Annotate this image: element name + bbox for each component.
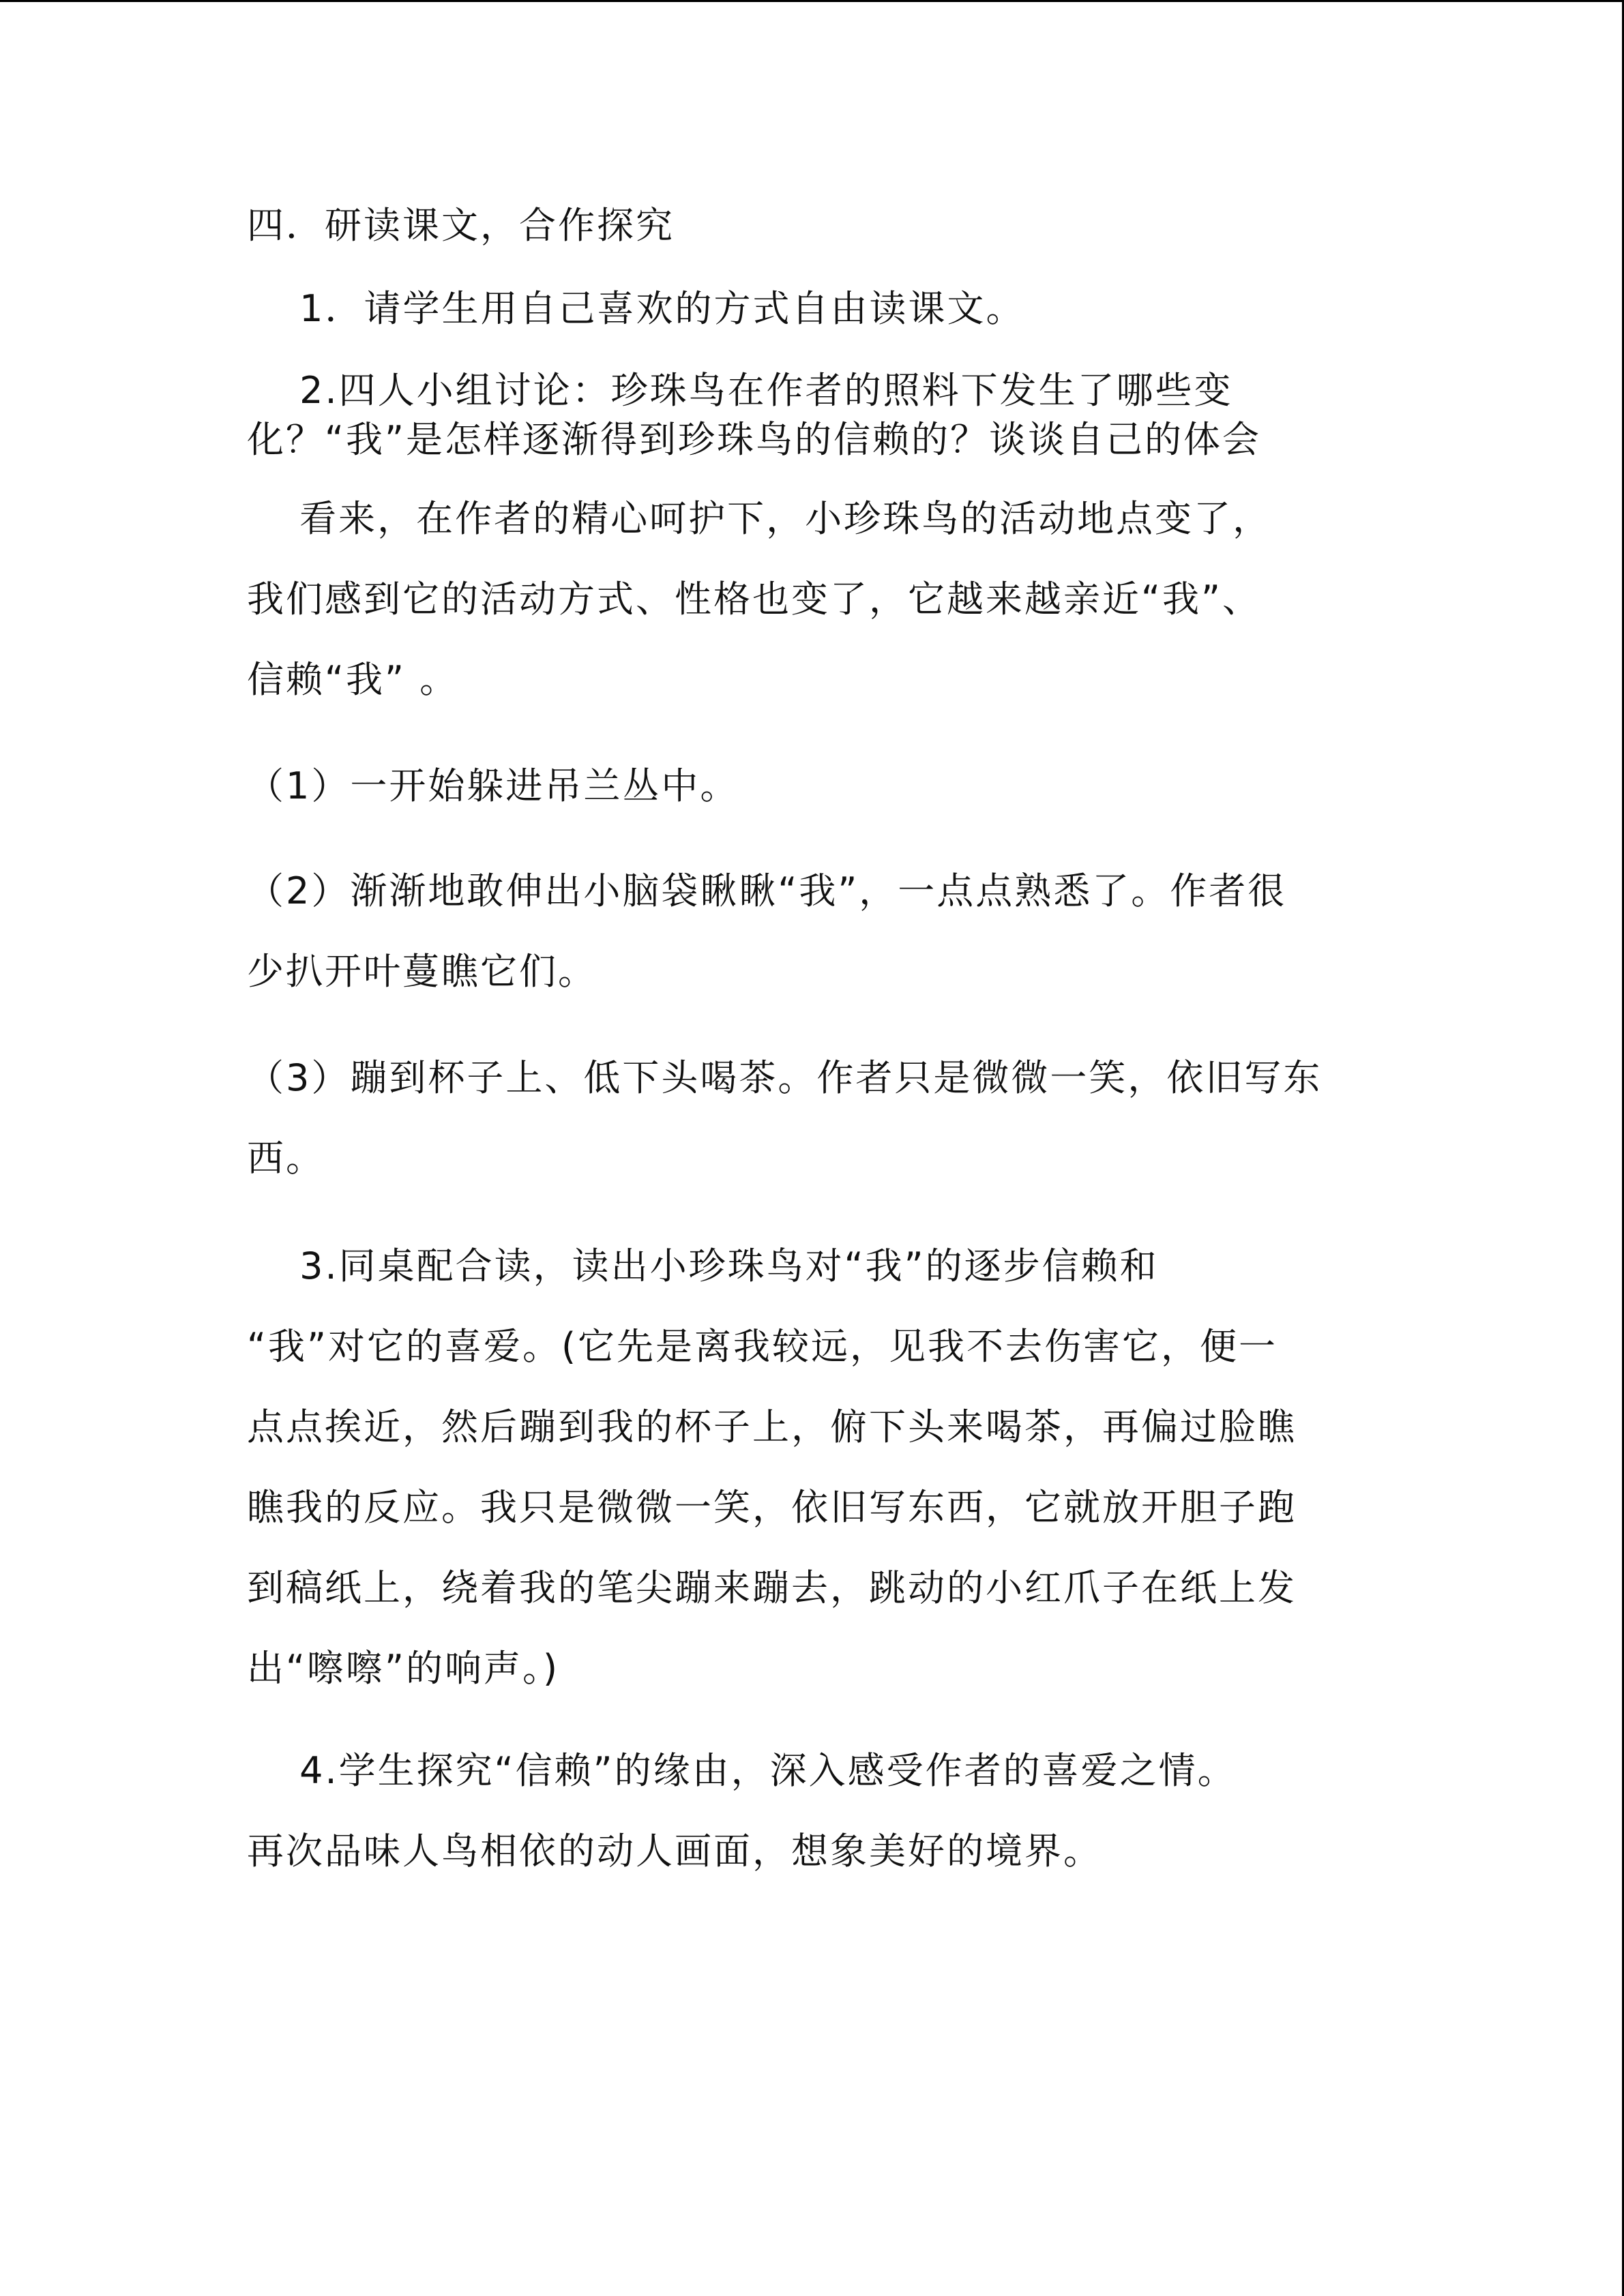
paragraph-line-1: 看来，在作者的精心呵护下，小珍珠鸟的活动地点变了， [247,497,1272,540]
item-2-line-1: 2.四人小组讨论：珍珠鸟在作者的照料下发生了哪些变 [247,369,1233,412]
item-4-line-1: 4.学生探究“信赖”的缘由，深入感受作者的喜爱之情。 [247,1749,1237,1792]
item-3-line-3: 点点挨近，然后蹦到我的杯子上，俯下头来喝茶，再偏过脸瞧 [247,1405,1297,1448]
sub-item-2-line-2: 少扒开叶蔓瞧它们。 [247,950,597,993]
sub-item-3-line-2: 西。 [247,1137,325,1180]
item-3-line-4: 瞧我的反应。我只是微微一笑，依旧写东西，它就放开胆子跑 [247,1486,1297,1529]
sub-item-2-line-1: （2）渐渐地敢伸出小脑袋瞅瞅“我”，一点点熟悉了。作者很 [247,869,1287,912]
item-3-line-1: 3.同桌配合读，读出小珍珠鸟对“我”的逐步信赖和 [247,1244,1159,1287]
paragraph-line-2: 我们感到它的活动方式、性格也变了，它越来越亲近“我”、 [247,578,1261,621]
sub-item-1-line-1: （1）一开始躲进吊兰丛中。 [247,764,739,807]
item-1-line-1: 1．请学生用自己喜欢的方式自由读课文。 [247,287,1025,330]
item-3-line-6: 出“嚓嚓”的响声。) [247,1647,560,1690]
item-3-line-2: “我”对它的喜爱。(它先是离我较远，见我不去伤害它，便一 [247,1325,1278,1368]
paragraph-line-3: 信赖“我” 。 [247,658,459,701]
section-title: 四．研读课文，合作探究 [247,204,675,247]
item-4-line-2: 再次品味人鸟相依的动人画面，想象美好的境界。 [247,1830,1102,1873]
item-2-line-2: 化？“我”是怎样逐渐得到珍珠鸟的信赖的？谈谈自己的体会 [247,418,1261,461]
item-3-line-5: 到稿纸上，绕着我的笔尖蹦来蹦去，跳动的小红爪子在纸上发 [247,1566,1297,1609]
sub-item-3-line-1: （3）蹦到杯子上、低下头喝茶。作者只是微微一笑，依旧写东 [247,1056,1323,1099]
